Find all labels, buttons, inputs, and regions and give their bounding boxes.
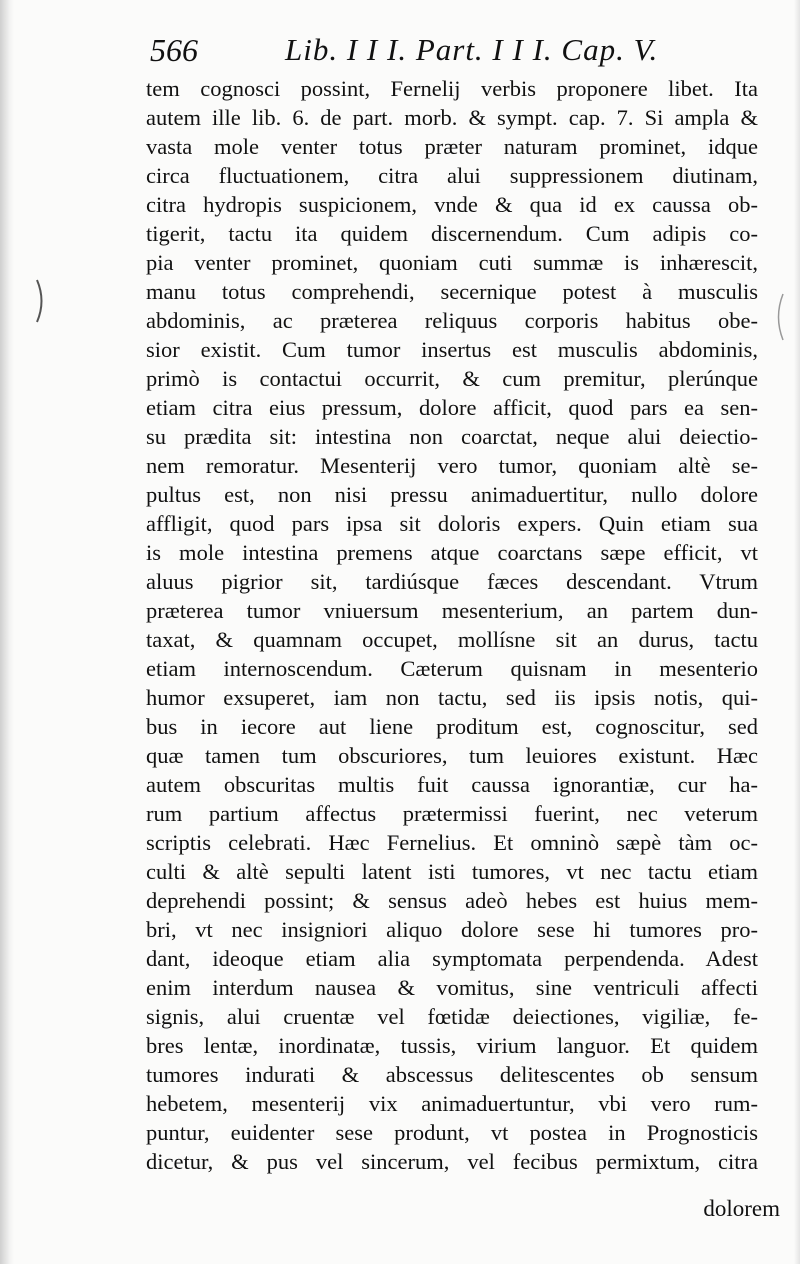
text-line: abdominis, ac præterea reliquus corporis habitus obe-: [146, 308, 758, 333]
text-line: manu totus comprehendi, secernique potest à musculis: [146, 279, 758, 304]
text-line: autem ille lib. 6. de part. morb. & sympt. cap. 7. Si ampla &: [146, 105, 758, 130]
body-text: [146, 74, 758, 1176]
text-line: etiam citra eius pressum, dolore afficit, quod pars ea sen-: [146, 395, 758, 420]
text-line: tem cognosci possint, Fernelij verbis proponere libet. Ita: [146, 76, 758, 101]
text-line: is mole intestina premens atque coarctans sæpe efficit, vt: [146, 540, 758, 565]
text-line: aluus pigrior sit, tardiúsque fæces descendant. Vtrum: [146, 569, 758, 594]
text-line: bri, vt nec insigniori aliquo dolore sese hi tumores pro-: [146, 917, 758, 942]
text-line: humor exsuperet, iam non tactu, sed iis ipsis notis, qui-: [146, 685, 758, 710]
text-line: autem obscuritas multis fuit caussa ignorantiæ, cur ha-: [146, 772, 758, 797]
page-edge-shadow: [794, 0, 800, 1264]
page-gutter-shadow: [0, 0, 14, 1264]
text-line: bres lentæ, inordinatæ, tussis, virium languor. Et quidem: [146, 1033, 758, 1058]
text-line: dicetur, & pus vel sincerum, vel fecibus permixtum, citra: [146, 1149, 758, 1174]
text-line: deprehendi possint; & sensus adeò hebes est huius mem-: [146, 888, 758, 913]
catchword: dolorem: [703, 1196, 780, 1221]
text-line: quæ tamen tum obscuriores, tum leuiores existunt. Hæc: [146, 743, 758, 768]
text-line: enim interdum nausea & vomitus, sine ventriculi affecti: [146, 975, 758, 1000]
text-line: citra hydropis suspicionem, vnde & qua id ex caussa ob-: [146, 192, 758, 217]
text-line: hebetem, mesenterij vix animaduertuntur, vbi vero rum-: [146, 1091, 758, 1116]
text-line: nem remoratur. Mesenterij vero tumor, quoniam altè se-: [146, 453, 758, 478]
text-line: taxat, & quamnam occupet, mollísne sit an durus, tactu: [146, 627, 758, 652]
text-line: bus in iecore aut liene proditum est, cognoscitur, sed: [146, 714, 758, 739]
text-line: præterea tumor vniuersum mesenterium, an partem dun-: [146, 598, 758, 623]
text-line: pia venter prominet, quoniam cuti summæ is inhærescit,: [146, 250, 758, 275]
text-line: su prædita sit: intestina non coarctat, neque alui deiectio-: [146, 424, 758, 449]
text-line: pultus est, non nisi pressu animaduertitur, nullo dolore: [146, 482, 758, 507]
text-line: scriptis celebrati. Hæc Fernelius. Et omninò sæpè tàm oc-: [146, 830, 758, 855]
text-line: vasta mole venter totus præter naturam prominet, idque: [146, 134, 758, 159]
text-line: sior existit. Cum tumor insertus est musculis abdominis,: [146, 337, 758, 362]
text-line: culti & altè sepulti latent isti tumores, vt nec tactu etiam: [146, 859, 758, 884]
text-line: rum partium affectus prætermissi fuerint, nec veterum: [146, 801, 758, 826]
text-line: circa fluctuationem, citra alui suppressionem diutinam,: [146, 163, 758, 188]
text-line: primò is contactui occurrit, & cum premitur, plerúnque: [146, 366, 758, 391]
text-line: affligit, quod pars ipsa sit doloris expers. Quin etiam sua: [146, 511, 758, 536]
margin-bracket-mark: [772, 292, 786, 342]
chapter-heading: Lib. I I I. Part. I I I. Cap. V.: [285, 32, 659, 67]
text-line: tigerit, tactu ita quidem discernendum. Cum adipis co-: [146, 221, 758, 246]
text-line: puntur, euidenter sese produnt, vt postea in Prognosticis: [146, 1120, 758, 1145]
running-head: [150, 30, 670, 70]
page-number: 566: [150, 32, 198, 68]
text-line: signis, alui cruentæ vel fœtidæ deiectiones, vigiliæ, fe-: [146, 1004, 758, 1029]
margin-bracket-mark: [34, 278, 50, 324]
text-line: dant, ideoque etiam alia symptomata perpendenda. Adest: [146, 946, 758, 971]
text-line: tumores indurati & abscessus delitescentes ob sensum: [146, 1062, 758, 1087]
text-line: etiam internoscendum. Cæterum quisnam in mesenterio: [146, 656, 758, 681]
